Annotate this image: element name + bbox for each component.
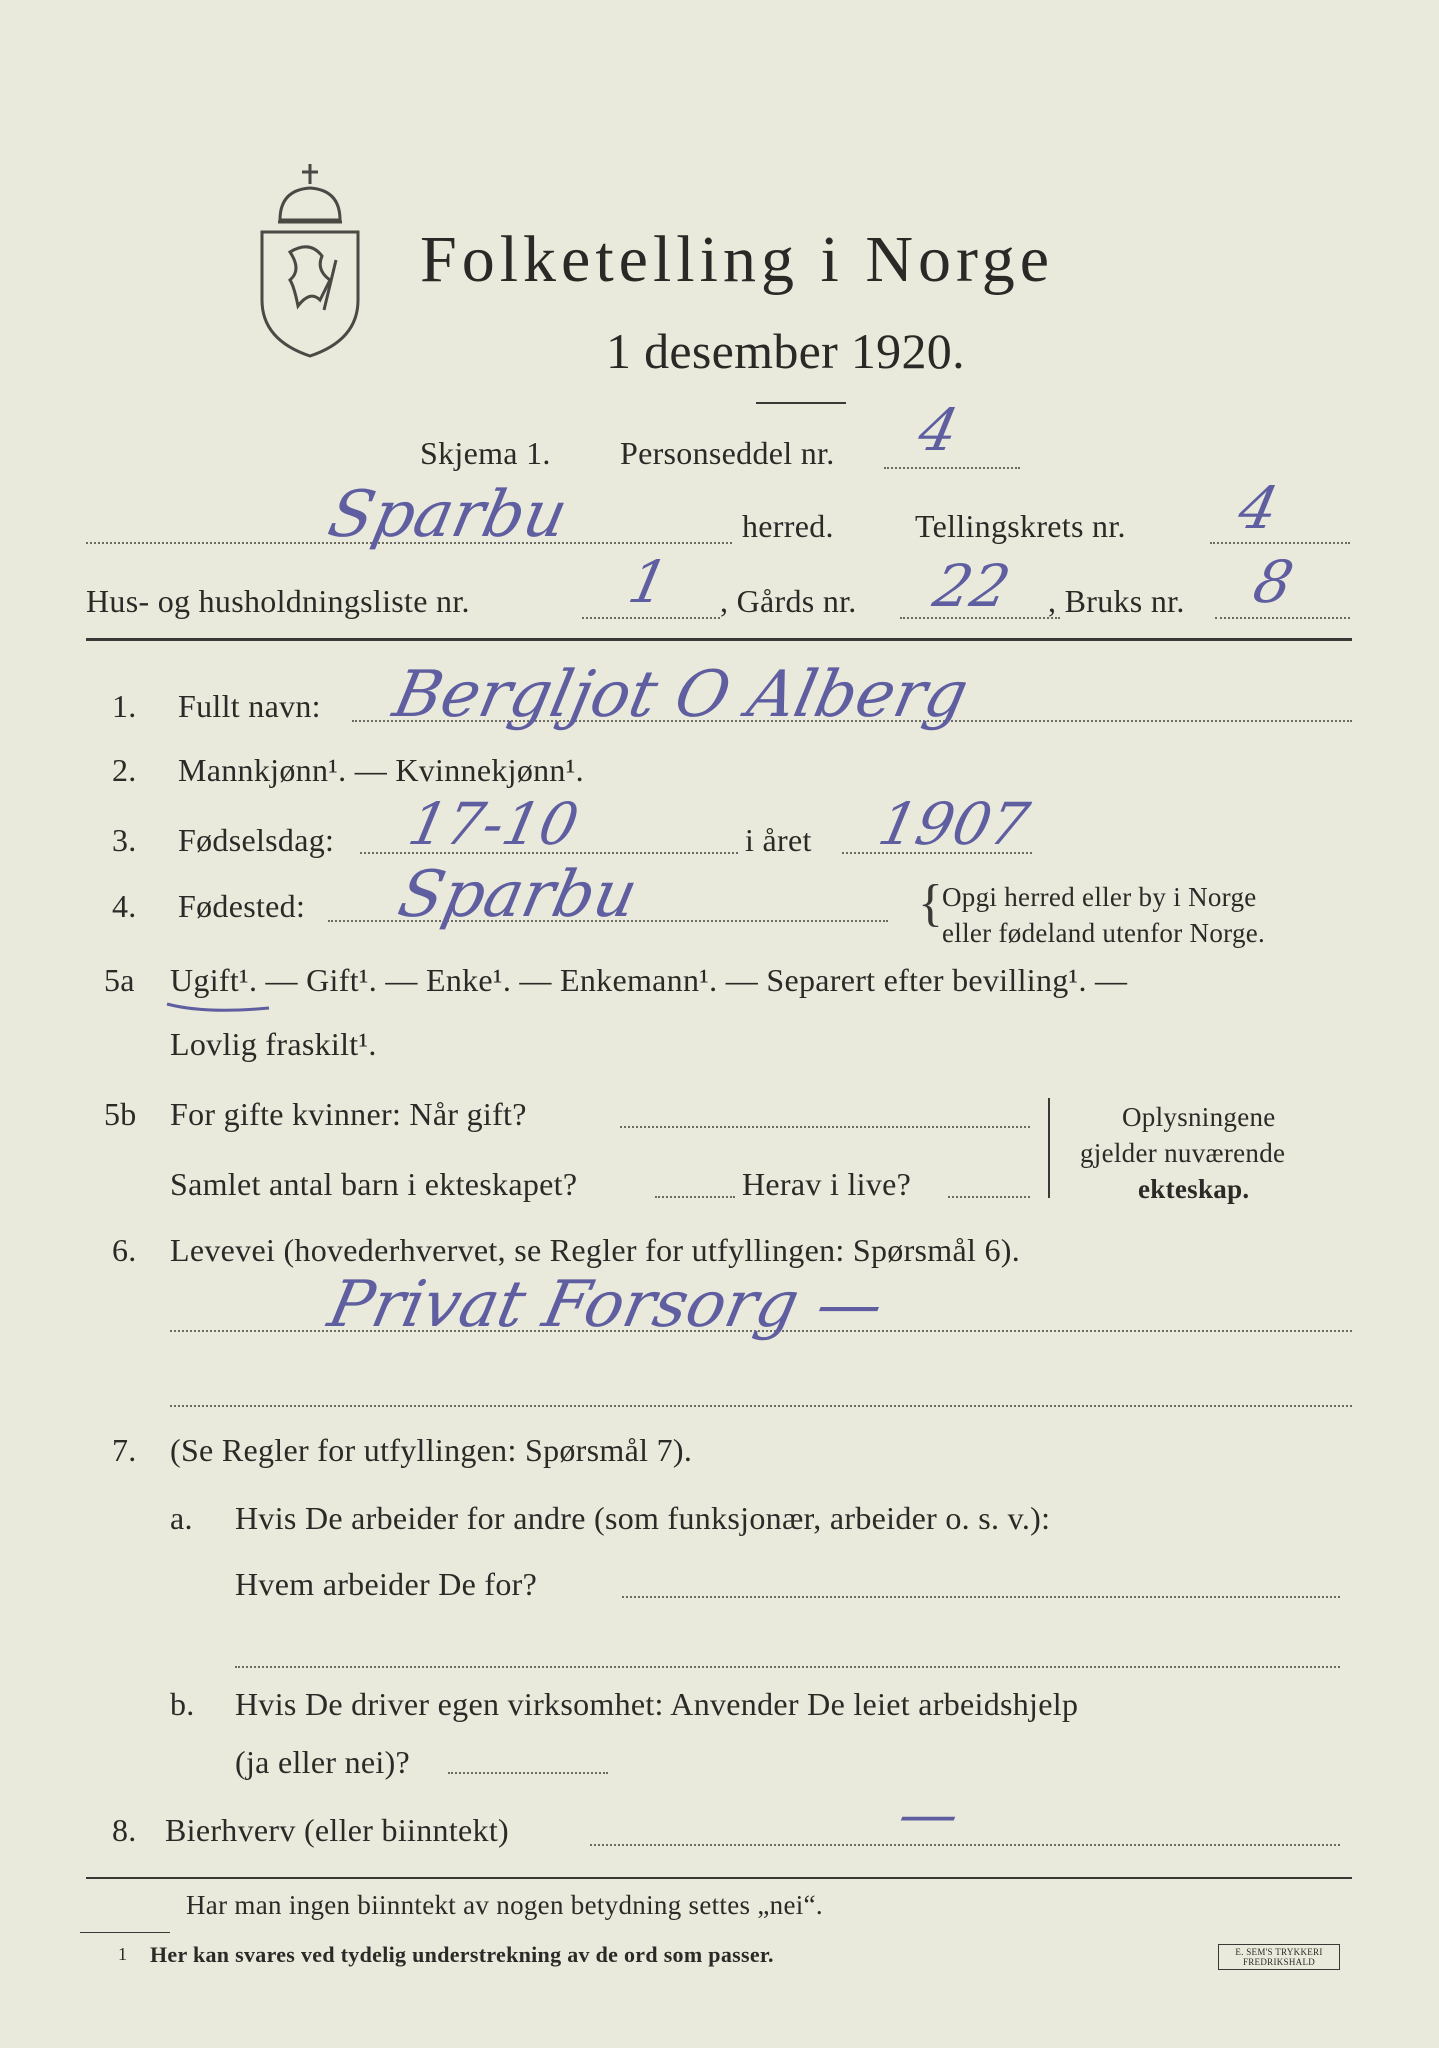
form-title: Folketelling i Norge (420, 223, 1055, 296)
printer-mark: E. SEM'S TRYKKERI FREDRIKSHALD (1218, 1944, 1340, 1970)
title-rule (756, 402, 846, 404)
bruks-line (1215, 617, 1350, 619)
q2-label: Mannkjønn¹. — Kvinnekjønn¹. (178, 752, 584, 788)
tellingskrets-value[interactable]: 4 (1232, 474, 1285, 542)
tellingskrets-line (1210, 542, 1350, 544)
q7a-letter: a. (170, 1500, 193, 1536)
herred-value[interactable]: Sparbu (322, 478, 574, 552)
q3-year-label: i året (745, 822, 812, 858)
q3-label: Fødselsdag: (178, 822, 335, 858)
q7a-label-2: Hvem arbeider De for? (235, 1566, 538, 1602)
gards-label: , Gårds nr. (720, 583, 857, 619)
q4-number: 4. (112, 888, 137, 924)
gards-value[interactable]: 22 (927, 552, 1017, 620)
q6-value[interactable]: Privat Forsorg — (322, 1268, 890, 1342)
q5b-note-1: Oplysningene (1122, 1102, 1276, 1132)
q7-label: (Se Regler for utfyllingen: Spørsmål 7). (170, 1432, 693, 1468)
q5a-number: 5a (104, 962, 135, 998)
footnote-rule (80, 1932, 170, 1933)
q3-number: 3. (112, 822, 137, 858)
personseddel-value[interactable]: 4 (912, 396, 965, 464)
q7a-line-2 (235, 1666, 1340, 1668)
footer-separator (86, 1877, 1352, 1879)
hus-label: Hus- og husholdningsliste nr. (86, 583, 470, 619)
q1-number: 1. (112, 688, 137, 724)
q5b-married-line (620, 1126, 1030, 1128)
q3-year-value[interactable]: 1907 (872, 790, 1035, 858)
q7a-line-1 (622, 1596, 1340, 1598)
q7-number: 7. (112, 1432, 137, 1468)
q7b-label: Hvis De driver egen virksomhet: Anvender De leiet arbeidshjelp (235, 1686, 1079, 1722)
q8-label: Bierhverv (eller biinntekt) (165, 1812, 509, 1848)
q5a-label-2: Lovlig fraskilt¹. (170, 1026, 377, 1062)
q4-value[interactable]: Sparbu (392, 858, 644, 932)
q5b-number: 5b (104, 1096, 137, 1132)
q5b-label: For gifte kvinner: Når gift? (170, 1096, 527, 1132)
q1-label: Fullt navn: (178, 688, 321, 724)
personseddel-line (884, 467, 1020, 469)
q3-value[interactable]: 17-10 (402, 790, 585, 858)
q1-value[interactable]: Bergljot O Alberg (387, 658, 975, 732)
q8-line (590, 1844, 1340, 1846)
hus-value[interactable]: 1 (622, 548, 675, 616)
q2-number: 2. (112, 752, 137, 788)
q5a-label: Ugift¹. — Gift¹. — Enke¹. — Enkemann¹. — Separert efter bevilling¹. — (170, 962, 1128, 998)
header-separator (86, 638, 1352, 641)
schema-label: Skjema 1. (420, 435, 551, 471)
q5b-live-line (948, 1196, 1030, 1198)
q5b-note-2: gjelder nuværende (1080, 1138, 1286, 1168)
ugift-underline-mark (165, 998, 275, 1018)
footnote-number: 1 (118, 1944, 128, 1964)
q5b-live-label: Herav i live? (742, 1166, 912, 1202)
hus-line (582, 617, 720, 619)
q6-line-2 (170, 1405, 1352, 1407)
q5b-note-3: ekteskap. (1138, 1174, 1250, 1204)
q6-label: Levevei (hovederhvervet, se Regler for utfyllingen: Spørsmål 6). (170, 1232, 1021, 1268)
q7b-label-2: (ja eller nei)? (235, 1744, 411, 1780)
footer-note: Har man ingen biinntekt av nogen betydning settes „nei“. (186, 1890, 823, 1920)
q7b-line (448, 1772, 608, 1774)
q5b-label-2: Samlet antal barn i ekteskapet? (170, 1166, 578, 1202)
bruks-value[interactable]: 8 (1247, 548, 1300, 616)
q5b-children-line (655, 1196, 735, 1198)
q8-number: 8. (112, 1812, 137, 1848)
q6-number: 6. (112, 1232, 137, 1268)
q7a-label: Hvis De arbeider for andre (som funksjonær, arbeider o. s. v.): (235, 1500, 1051, 1536)
q5b-bracket (1048, 1098, 1050, 1198)
tellingskrets-label: Tellingskrets nr. (915, 508, 1126, 544)
q4-note-1: Opgi herred eller by i Norge (942, 882, 1257, 912)
q4-note-2: eller fødeland utenfor Norge. (942, 918, 1266, 948)
footnote-text: Her kan svares ved tydelig understrekning av de ord som passer. (150, 1942, 774, 1967)
norwegian-coat-of-arms-icon (250, 160, 370, 360)
q4-brace: { (918, 875, 943, 932)
q4-label: Fødested: (178, 888, 306, 924)
herred-label: herred. (742, 508, 834, 544)
bruks-label: , Bruks nr. (1048, 583, 1185, 619)
q7b-letter: b. (170, 1686, 195, 1722)
personseddel-label: Personseddel nr. (620, 435, 835, 471)
census-date: 1 desember 1920. (606, 323, 965, 379)
q8-value[interactable]: — (892, 1780, 966, 1848)
